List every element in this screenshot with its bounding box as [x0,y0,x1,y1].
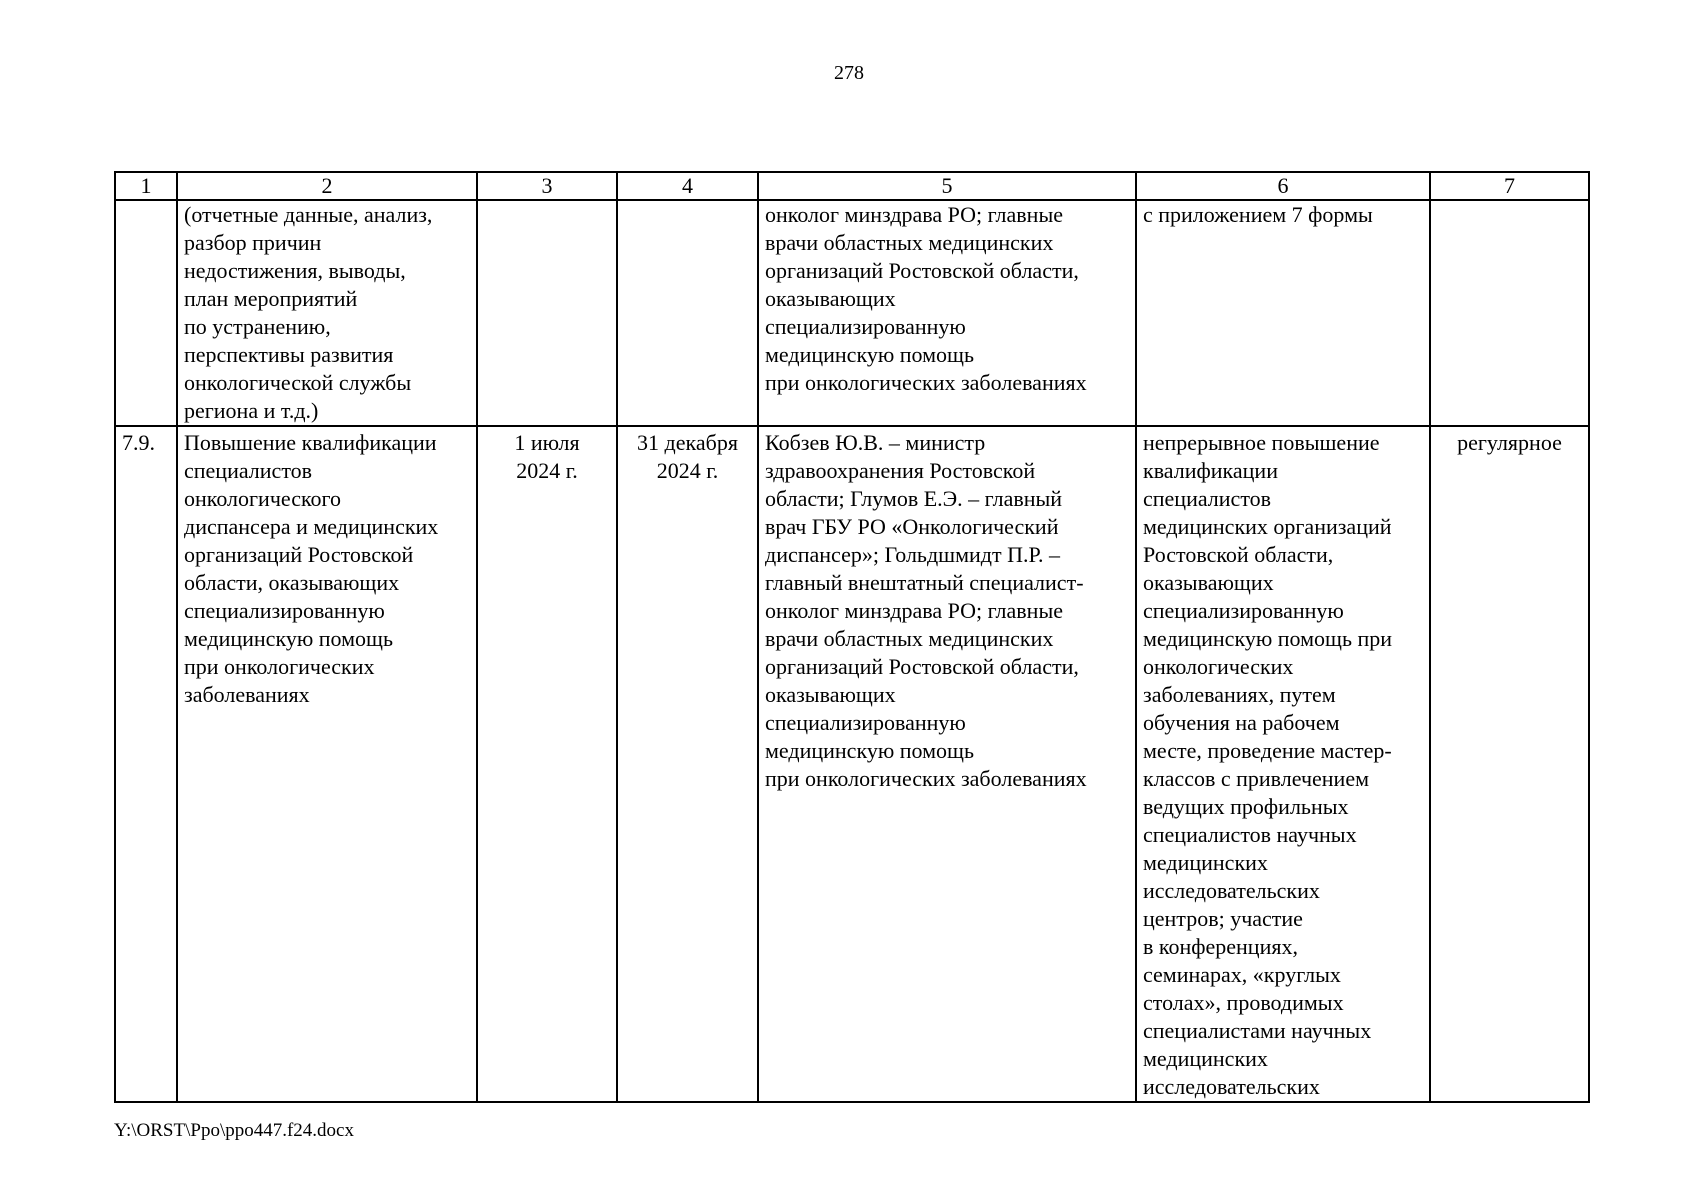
page-number: 278 [834,62,864,84]
column-number-4: 4 [617,172,758,200]
cell-start-date: 1 июля 2024 г. [477,426,617,1102]
cell-item-number [115,200,177,426]
cell-activity: Повышение квалификации специалистов онкологического диспансера и медицинских организаций Ростовской области, оказывающих специализированную медицинскую помощь при онкологических заболеваниях [177,426,477,1102]
cell-item-number: 7.9. [115,426,177,1102]
cell-result: с приложением 7 формы [1136,200,1430,426]
column-number-5: 5 [758,172,1136,200]
plan-table [114,171,1590,1103]
cell-result: непрерывное повышение квалификации специалистов медицинских организаций Ростовской области, оказывающих специализированную медицинскую помощь при онкологических заболеваниях, путем обучения на рабочем месте, проведение мастер- классов с привлечением ведущих профильных специалистов научных медицинских исследовательских центров; участие в конференциях, семинарах, «круглых столах», проводимых специалистами научных медицинских исследовательских [1136,426,1430,1102]
column-number-3: 3 [477,172,617,200]
cell-end-date: 31 декабря 2024 г. [617,426,758,1102]
cell-responsible: Кобзев Ю.В. – министр здравоохранения Ростовской области; Глумов Е.Э. – главный врач ГБУ РО «Онкологический диспансер»; Гольдшмидт П.Р. – главный внештатный специалист- онколог минздрава РО; главные врачи областных медицинских организаций Ростовской области, оказывающих специализированную медицинскую помощь при онкологических заболеваниях [758,426,1136,1102]
table-row [115,200,1589,426]
table-header-row [115,172,1589,200]
column-number-7: 7 [1430,172,1589,200]
cell-frequency [1430,200,1589,426]
cell-start-date [477,200,617,426]
column-number-6: 6 [1136,172,1430,200]
cell-frequency: регулярное [1430,426,1589,1102]
cell-end-date [617,200,758,426]
cell-responsible: онколог минздрава РО; главные врачи областных медицинских организаций Ростовской области, оказывающих специализированную медицинскую помощь при онкологических заболеваниях [758,200,1136,426]
column-number-1: 1 [115,172,177,200]
table-row [115,426,1589,1102]
file-path-footer: Y:\ORST\Ppo\ppo447.f24.docx [114,1120,354,1141]
column-number-2: 2 [177,172,477,200]
cell-activity: (отчетные данные, анализ, разбор причин недостижения, выводы, план мероприятий по устранению, перспективы развития онкологической службы региона и т.д.) [177,200,477,426]
